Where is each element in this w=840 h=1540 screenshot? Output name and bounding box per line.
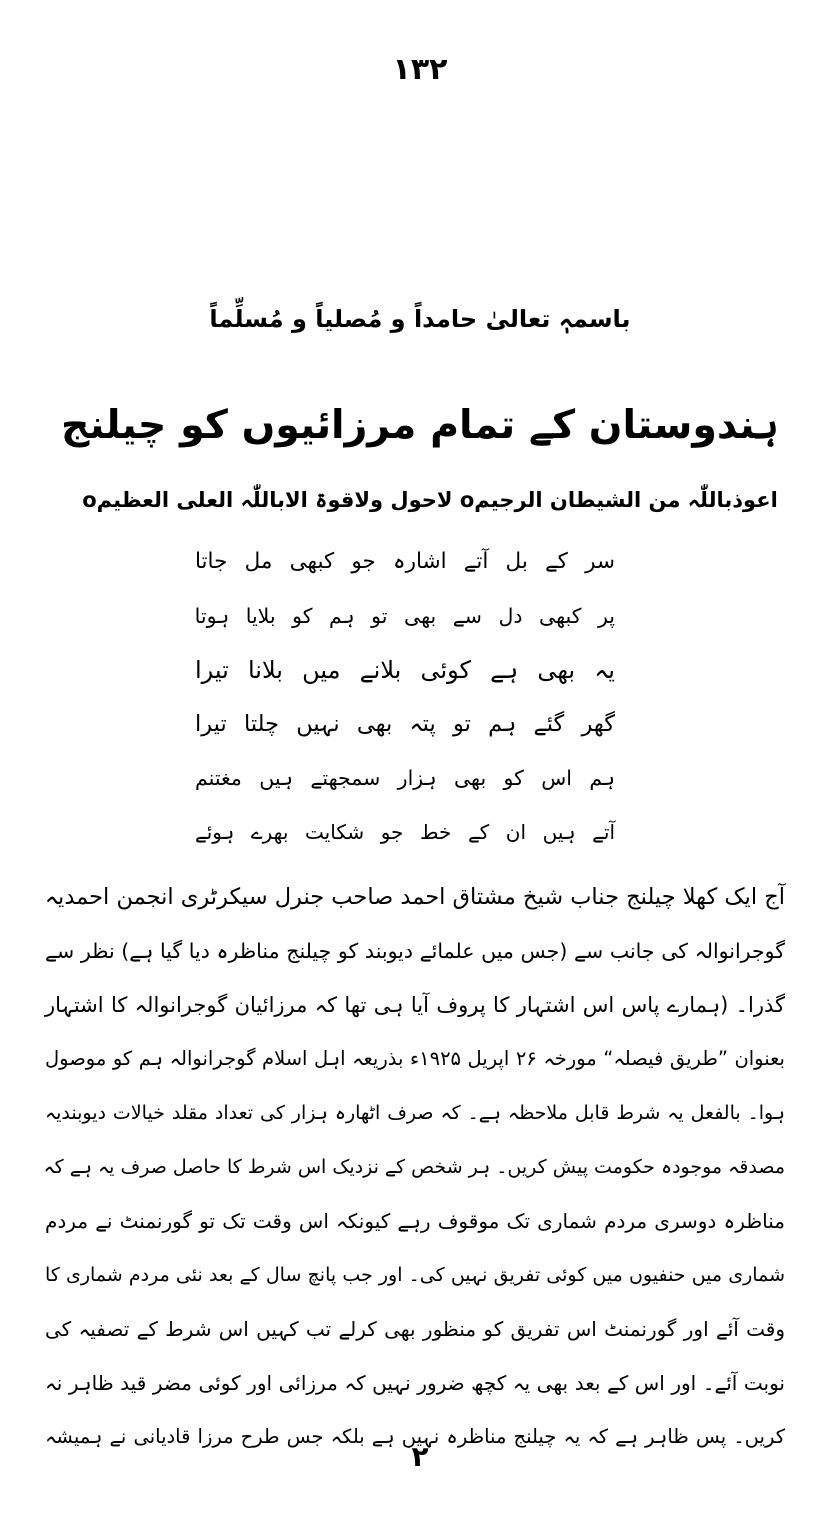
body-line: گذرا۔ (ہمارے پاس اس اشتہار کا پروف آیا ہی تھا کہ مرزائیان گوجرانوالہ کا اشتہار bbox=[45, 993, 785, 1017]
body-line: کریں۔ پس ظاہر ہے کہ یہ چیلنج مناظرہ نہیں ہے بلکہ جس طرح مرزا قادیانی نے ہمیشہ bbox=[45, 1425, 785, 1448]
body-line: بعنوان ”طریق فیصلہ“ مورخہ ۲۶ اپریل ۱۹۲۵ء بذریعہ اہل اسلام گوجرانوالہ ہم کو موصول bbox=[45, 1047, 785, 1070]
page-title: ہندوستان کے تمام مرزائیوں کو چیلنج bbox=[61, 402, 779, 448]
body-line: ہوا۔ بالفعل یہ شرط قابل ملاحظہ ہے۔ کہ صرف اٹھارہ ہزار کی تعداد مقلد خیالات دیوبندیہ bbox=[45, 1102, 785, 1124]
poem-line: آتے ہیں ان کے خط جو شکایت بھرے ہوئے bbox=[195, 820, 615, 844]
poem-line: یہ بھی ہے کوئی بلانے میں بلانا تیرا bbox=[195, 656, 615, 684]
poem-line: گھر گئے ہم تو پتہ بھی نہیں چلتا تیرا bbox=[195, 711, 615, 737]
page-number-top: ۱۳۲ bbox=[392, 52, 448, 87]
body-line: مناظرہ دوسری مردم شماری تک موقوف رہے کیونکہ اس وقت تک تو گورنمنٹ نے مردم bbox=[45, 1209, 785, 1233]
body-line: گوجرانوالہ کی جانب سے (جس میں علمائے دیوبند کو چیلنج مناظرہ دیا گیا ہے) نظر سے bbox=[45, 939, 785, 963]
body-line: آج ایک کھلا چیلنج جناب شیخ مشتاق احمد صاحب جنرل سیکرٹری انجمن احمدیہ bbox=[44, 884, 785, 910]
page-number-bottom: ۲ bbox=[411, 1440, 429, 1473]
body-paragraph bbox=[45, 870, 785, 1464]
poem-block bbox=[195, 535, 615, 859]
body-line: شماری میں حنفیوں میں کوئی تفریق نہیں کی۔ اور جب پانچ سال کے بعد نئی مردم شماری کا bbox=[45, 1264, 785, 1286]
body-line: وقت آئے اور گورنمنٹ اس تفریق کو منظور بھی کرلے تب کہیں اس شرط کے تصفیہ کی bbox=[45, 1317, 785, 1341]
dedication-line: باسمہٖ تعالیٰ حامداً و مُصلیاً و مُسلِّماً bbox=[209, 305, 631, 333]
invocation-line: اعوذباللّٰہ من الشیطان الرجیمo لاحول ولاقوۃ الاباللّٰہ العلی العظیمo bbox=[82, 488, 778, 512]
body-line: نوبت آئے۔ اور اس کے بعد بھی یہ کچھ ضرور نہیں کہ مرزائی اور کوئی مضر قید ظاہر نہ bbox=[45, 1371, 785, 1395]
poem-line: پر کبھی دل سے بھی تو ہم کو بلایا ہوتا bbox=[194, 604, 615, 628]
poem-line: سر کے بل آتے اشارہ جو کبھی مل جاتا bbox=[195, 549, 615, 574]
body-line: مصدقہ موجودہ حکومت پیش کریں۔ ہر شخص کے نزدیک اس شرط کا حاصل صرف یہ ہے کہ bbox=[43, 1156, 785, 1178]
poem-line: ہم اس کو بھی ہزار سمجھتے ہیں مغتنم bbox=[195, 766, 615, 790]
